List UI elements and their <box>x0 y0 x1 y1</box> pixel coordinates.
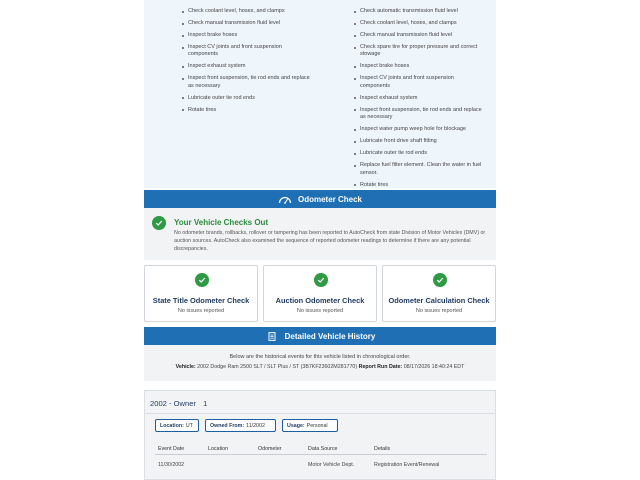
check-circle-icon <box>195 273 209 287</box>
list-item: Inspect water pump weep hole for blockage <box>354 126 484 133</box>
history-intro-panel <box>144 345 496 381</box>
odometer-section-title: Odometer Check <box>297 194 363 204</box>
column-header: Location <box>208 446 229 452</box>
run-date-value: 08/17/2026 18:40:24 EDT <box>403 364 465 370</box>
list-item: Lubricate front drive shaft fitting <box>354 138 484 145</box>
list-item: Rotate tires <box>354 182 484 189</box>
odometer-section-header[interactable] <box>144 190 496 208</box>
list-item: Check coolant level, hoses, and clamps <box>182 8 312 15</box>
table-cell: Motor Vehicle Dept. <box>308 462 355 468</box>
divider <box>145 413 495 414</box>
odometer-status-panel <box>144 208 496 260</box>
table-header-row <box>155 443 487 455</box>
list-item: Replace fuel filter element. Clean the water in fuel sensor. <box>354 162 484 177</box>
maintenance-panel <box>144 0 496 188</box>
list-item: Inspect CV joints and front suspension components <box>354 75 484 90</box>
list-item: Check manual transmission fluid level <box>182 20 312 27</box>
table-cell: 11/30/2002 <box>158 462 185 468</box>
card-status: No issues reported <box>296 308 344 314</box>
odometer-status-title: Your Vehicle Checks Out <box>174 218 269 227</box>
list-item: Lubricate outer tie rod ends <box>354 150 484 157</box>
owned-from-pill[interactable] <box>205 419 276 432</box>
history-intro-text: Below are the historical events for this vehicle listed in chronological order. <box>229 354 411 360</box>
list-item: Inspect brake hoses <box>182 32 312 39</box>
usage-label: Usage: <box>287 422 305 429</box>
maintenance-list-left <box>182 8 312 119</box>
owner-events-table <box>155 443 487 467</box>
owned-from-label: Owned From: <box>210 422 245 429</box>
usage-pill[interactable] <box>282 419 338 432</box>
run-date-label: Report Run Date: <box>358 364 403 370</box>
owner-number: 1 <box>203 399 208 408</box>
column-header: Data Source <box>308 446 338 452</box>
document-icon <box>265 331 279 341</box>
list-item: Inspect exhaust system <box>354 95 484 102</box>
column-header: Details <box>374 446 391 452</box>
check-circle-icon <box>314 273 328 287</box>
vehicle-label: Vehicle: <box>175 364 196 370</box>
odometer-calculation-card <box>382 265 496 322</box>
list-item: Check manual transmission fluid level <box>354 32 484 39</box>
usage-value: Personal <box>306 422 328 429</box>
history-section-title: Detailed Vehicle History <box>284 331 376 341</box>
list-item: Check spare tire for proper pressure and correct stowage <box>354 44 484 59</box>
card-status: No issues reported <box>415 308 463 314</box>
list-item: Inspect front suspension, tie rod ends and replace as necessary <box>182 75 312 90</box>
list-item: Inspect brake hoses <box>354 63 484 70</box>
check-circle-icon <box>433 273 447 287</box>
location-label: Location: <box>160 422 184 429</box>
list-item: Check coolant level, hoses, and clamps <box>354 20 484 27</box>
check-circle-icon <box>152 216 166 230</box>
list-item: Inspect front suspension, tie rod ends and replace as necessary <box>354 107 484 122</box>
card-title: State Title Odometer Check <box>152 296 250 305</box>
card-status: No issues reported <box>177 308 225 314</box>
auction-odometer-card <box>263 265 377 322</box>
column-header: Odometer <box>258 446 282 452</box>
list-item: Rotate tires <box>182 107 312 114</box>
maintenance-list-right <box>354 8 484 194</box>
owner-year-label: 2002 - Owner <box>150 399 197 408</box>
odometer-status-text: No odometer brands, rollbacks, rollover or tampering has been reported to AutoCheck from state Division of Motor Vehicles (DMV) or auction sources. AutoCheck also examined the sequence of reported odometer readings to determine if there are any potential discrepancies. <box>174 230 486 253</box>
card-title: Auction Odometer Check <box>275 296 365 305</box>
list-item: Inspect CV joints and front suspension components <box>182 44 312 59</box>
column-header: Event Date <box>158 446 185 452</box>
owner-heading <box>150 399 207 408</box>
list-item: Lubricate outer tie rod ends <box>182 95 312 102</box>
owned-from-value: 11/2002 <box>246 422 265 429</box>
state-title-odometer-card <box>144 265 258 322</box>
list-item: Inspect exhaust system <box>182 63 312 70</box>
list-item: Check automatic transmission fluid level <box>354 8 484 15</box>
location-pill[interactable] <box>155 419 199 432</box>
table-cell: Registration Event/Renewal <box>374 462 440 468</box>
vehicle-value: 2002 Dodge Ram 2500 SLT / SLT Plus / ST (3B7KF23602M281770) <box>197 364 358 370</box>
owner-block <box>144 390 496 480</box>
gauge-icon <box>278 194 292 204</box>
table-row <box>155 455 487 467</box>
history-section-header[interactable] <box>144 327 496 345</box>
history-vehicle-line <box>144 364 496 370</box>
location-value: UT <box>185 422 193 429</box>
card-title: Odometer Calculation Check <box>388 296 490 305</box>
